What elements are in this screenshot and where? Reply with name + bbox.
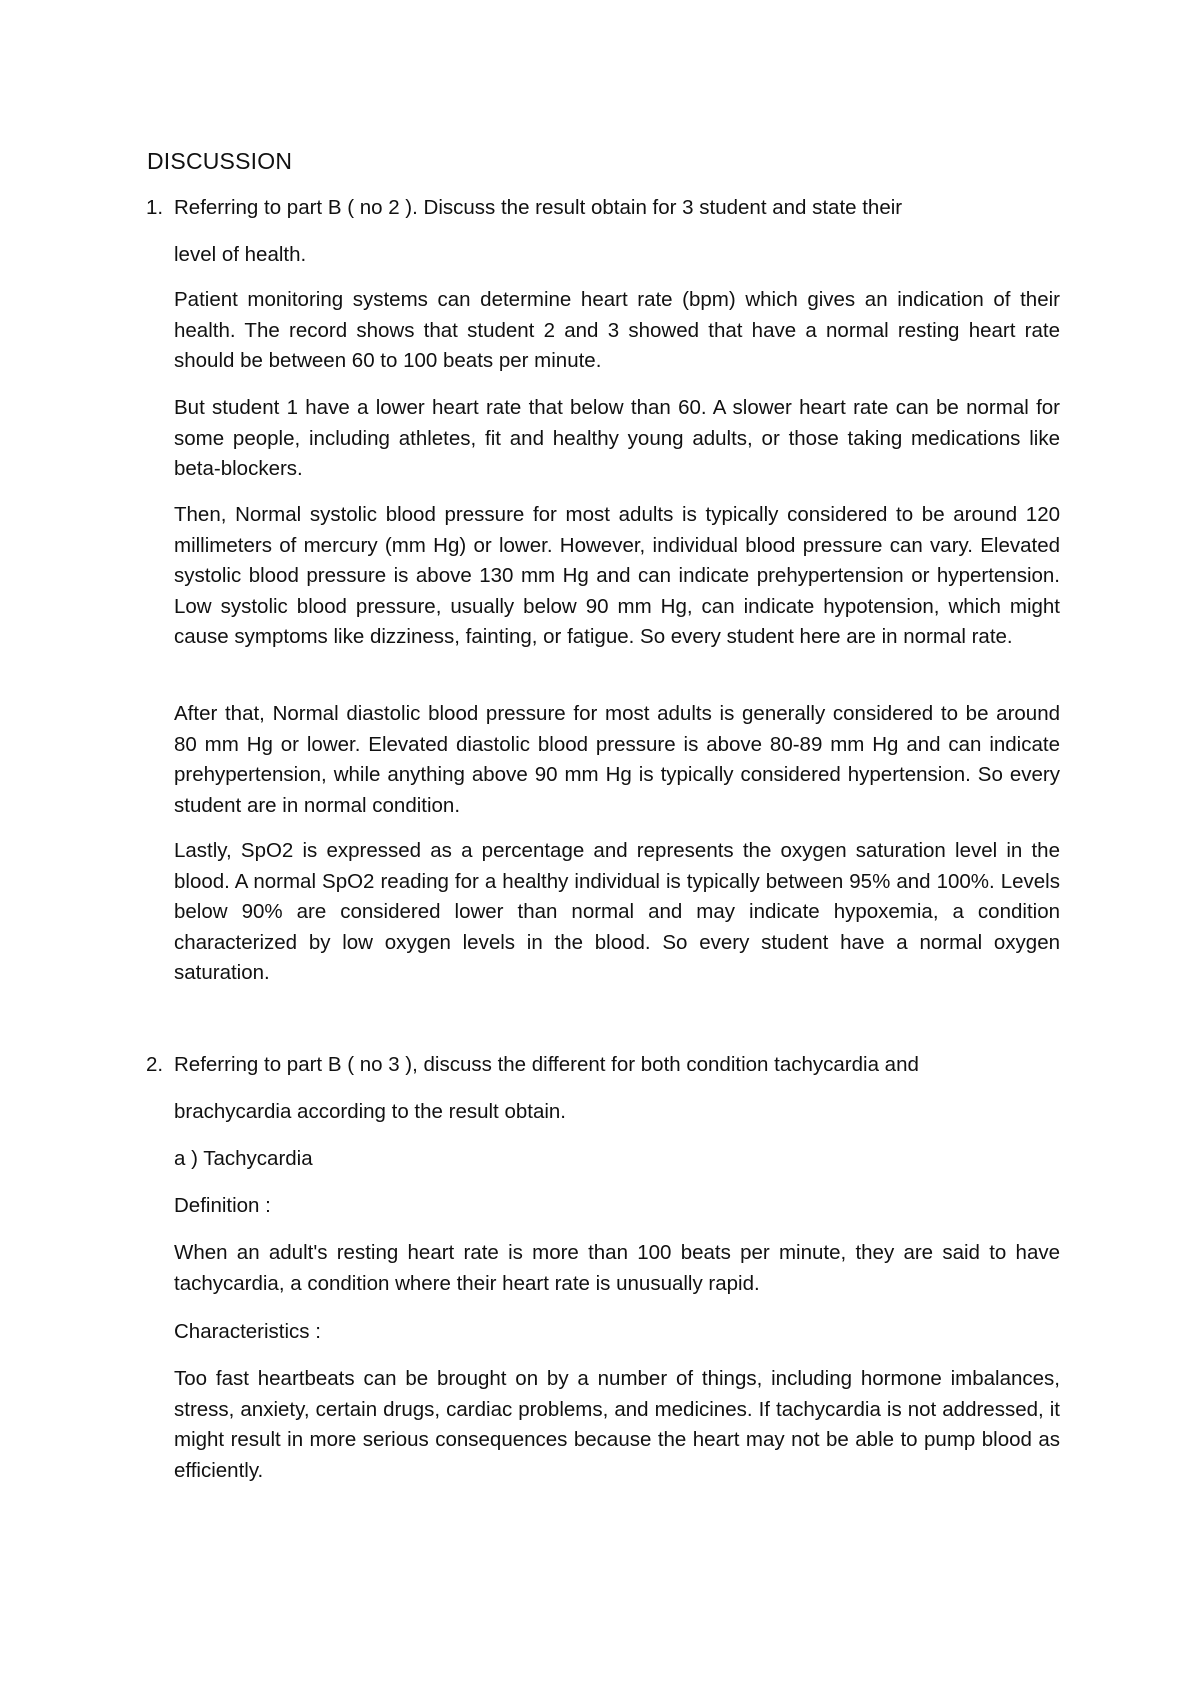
characteristics-label: Characteristics : (174, 1320, 321, 1343)
q1-paragraph-spo2: Lastly, SpO2 is expressed as a percentage and represents the oxygen saturation level in the blood. A normal SpO2 reading for a healthy individual is typically between 95% and 100%. Levels below 90% are considered lower than normal and may indicate hypoxemia, a condition characterized by low oxygen levels in the blood. So every student have a normal oxygen saturation. (174, 839, 1060, 985)
question-1-text: Referring to part B ( no 2 ). Discuss the result obtain for 3 student and state their (174, 196, 903, 219)
discussion-heading: DISCUSSION (147, 148, 293, 174)
tachycardia-subheading: a ) Tachycardia (174, 1147, 313, 1170)
question-2-text: Referring to part B ( no 3 ), discuss the different for both condition tachycardia and (174, 1053, 919, 1076)
characteristics-text: Too fast heartbeats can be brought on by a number of things, including hormone imbalances, stress, anxiety, certain drugs, cardiac problems, and medicines. If tachycardia is not addressed, it might result in more serious consequences because the heart may not be able to pump blood as efficiently. (174, 1367, 1060, 1482)
question-1-number: 1. (146, 196, 164, 219)
question-2-number: 2. (146, 1053, 164, 1076)
question-2-line-2: brachycardia according to the result obtain. (174, 1100, 567, 1123)
q1-paragraph-low-heart-rate: But student 1 have a lower heart rate that below than 60. A slower heart rate can be normal for some people, including athletes, fit and healthy young adults, or those taking medications like beta-blockers. (174, 396, 1060, 481)
q1-paragraph-diastolic: After that, Normal diastolic blood pressure for most adults is generally considered to be around 80 mm Hg or lower. Elevated diastolic blood pressure is above 80-89 mm Hg and can indicate prehypertension, while anything above 90 mm Hg is typically considered hypertension. So every student are in normal condition. (174, 702, 1060, 817)
definition-text: When an adult's resting heart rate is more than 100 beats per minute, they are said to have tachycardia, a condition where their heart rate is unusually rapid. (174, 1241, 1060, 1295)
q1-paragraph-heart-rate: Patient monitoring systems can determine heart rate (bpm) which gives an indication of their health. The record shows that student 2 and 3 showed that have a normal resting heart rate should be between 60 to 100 beats per minute. (174, 288, 1060, 373)
question-1-line-2: level of health. (174, 243, 307, 266)
definition-label: Definition : (174, 1194, 271, 1217)
q1-paragraph-systolic: Then, Normal systolic blood pressure for most adults is typically considered to be around 120 millimeters of mercury (mm Hg) or lower. However, individual blood pressure can vary. Elevated systolic blood pressure is above 130 mm Hg and can indicate prehypertension or hypertension. Low systolic blood pressure, usually below 90 mm Hg, can indicate hypotension, which might cause symptoms like dizziness, fainting, or fatigue. So every student here are in normal rate. (174, 503, 1060, 649)
